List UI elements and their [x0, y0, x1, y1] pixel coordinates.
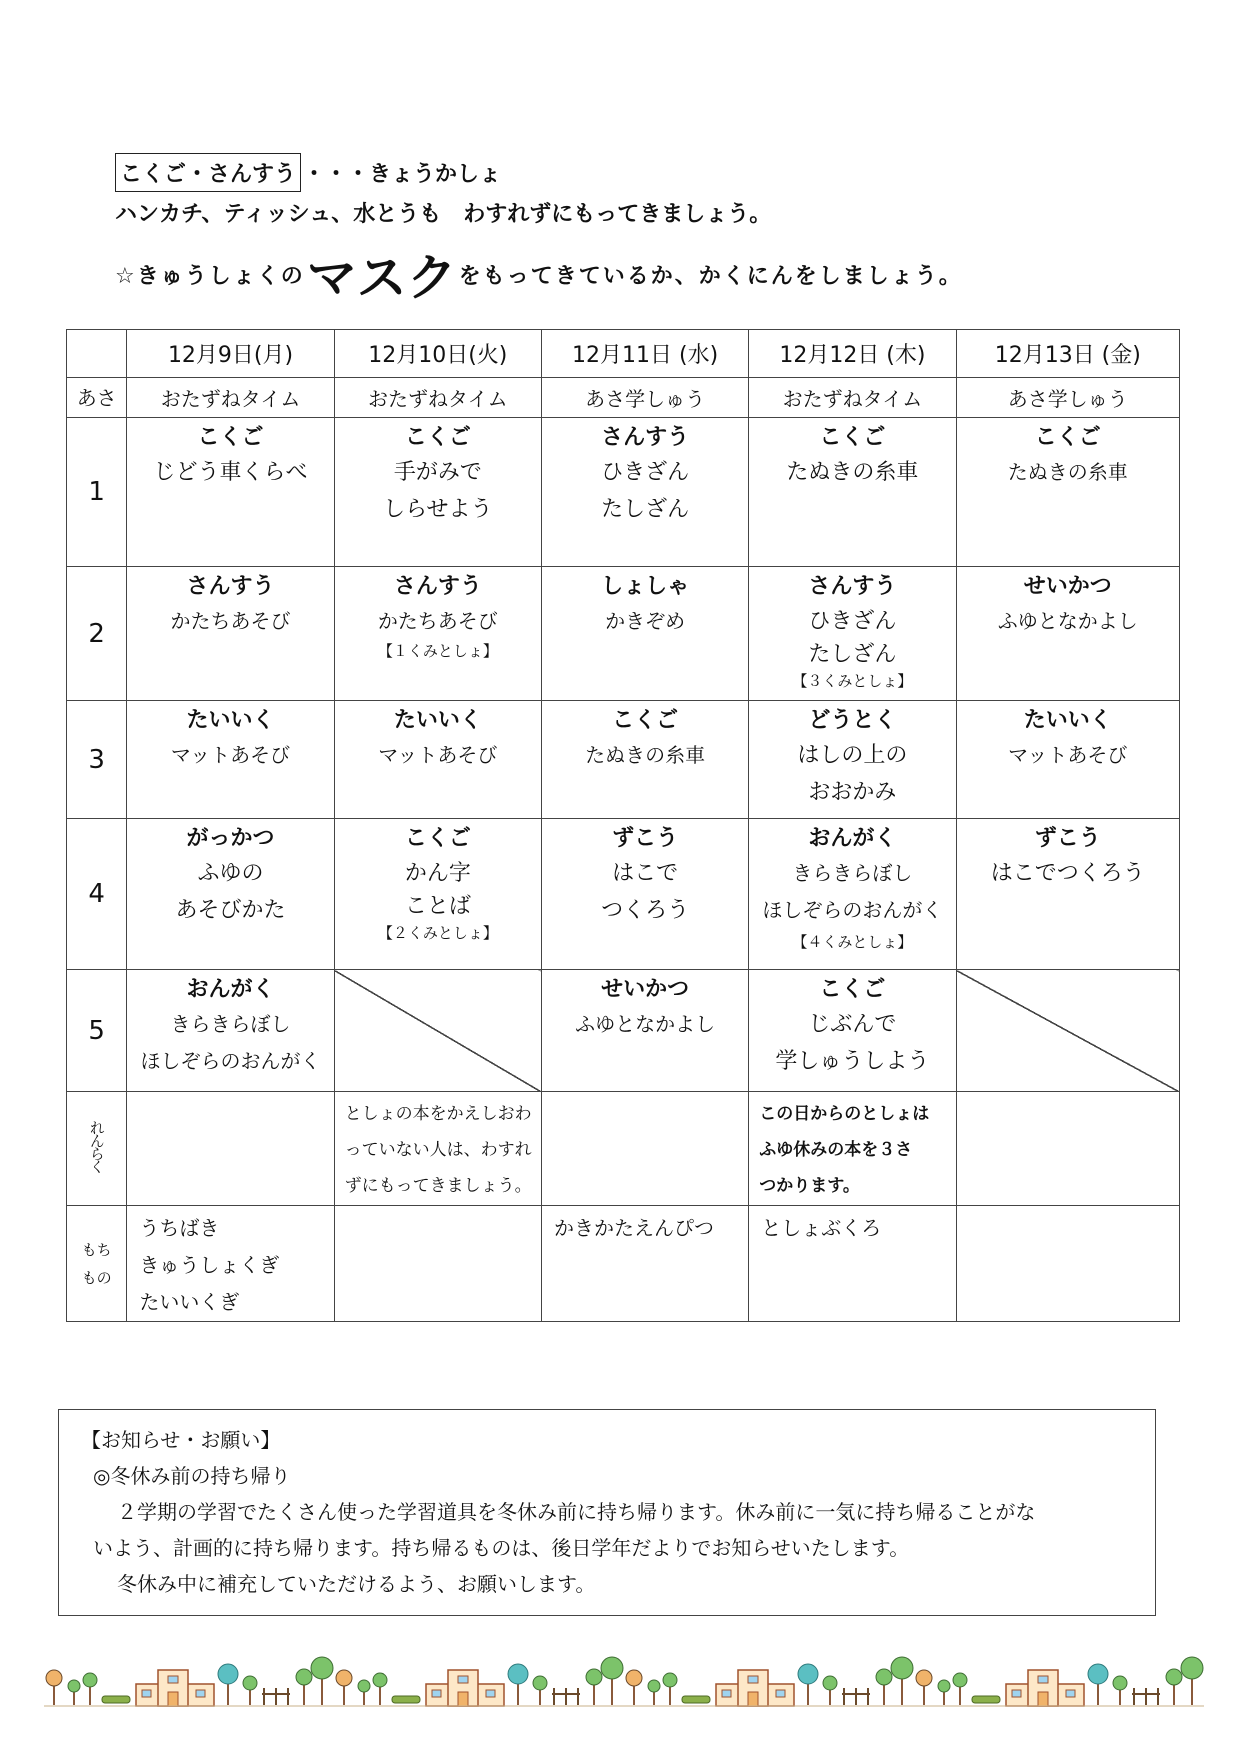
lesson-cell	[541, 819, 748, 970]
period-label: 3	[67, 701, 127, 819]
library-note: 【２くみとしょ】	[377, 924, 498, 942]
day-header: 12月10日(火)	[334, 330, 541, 378]
library-note: 【１くみとしょ】	[377, 642, 498, 660]
subject: たいいく	[393, 708, 482, 733]
no-class-cell	[956, 970, 1179, 1092]
notice-paragraph-cont: いよう、計画的に持ち帰ります。持ち帰るものは、後日学年だよりでお知らせいたします。	[93, 1536, 910, 1560]
belongings-row	[67, 1206, 1180, 1322]
lesson-cell	[541, 970, 748, 1092]
notes-line: ずにもってきましょう。	[344, 1176, 532, 1196]
day-header-row	[67, 330, 1180, 378]
lesson-topic: おおかみ	[808, 780, 897, 805]
lesson-cell	[749, 567, 956, 701]
lesson-topic: ふゆとなかよし	[997, 609, 1138, 633]
lesson-topic: ほしぞらのおんがく	[762, 898, 943, 922]
lesson-topic: きらきらぼし	[792, 861, 913, 885]
lesson-cell	[127, 701, 334, 819]
notice-paragraph: ２学期の学習でたくさん使った学習道具を冬休み前に持ち帰ります。休み前に一気に持ち帰ることがな	[117, 1500, 1036, 1524]
period-label: 5	[67, 970, 127, 1092]
textbook-line	[115, 152, 1155, 192]
lesson-cell	[749, 701, 956, 819]
notes-line: としょの本をかえしおわ	[344, 1104, 532, 1124]
belonging-item: たいいくぎ	[139, 1290, 240, 1314]
lesson-topic: 学しゅうしよう	[775, 1049, 930, 1074]
subject: ずこう	[1034, 826, 1101, 851]
subject: こくご	[404, 826, 471, 851]
lesson-cell	[127, 970, 334, 1092]
subject: せいかつ	[1023, 574, 1112, 599]
subject: おんがく	[808, 826, 897, 851]
lesson-cell	[956, 819, 1179, 970]
morning-label: あさ	[67, 378, 127, 418]
lesson-topic: じぶんで	[808, 1012, 897, 1037]
library-note: 【４くみとしょ】	[792, 933, 913, 951]
library-note: 【３くみとしょ】	[792, 672, 913, 690]
notes-cell	[334, 1092, 541, 1206]
lesson-cell	[334, 819, 541, 970]
lesson-topic: じどう車くらべ	[153, 460, 308, 485]
lesson-cell	[334, 701, 541, 819]
subject: こくご	[404, 425, 471, 450]
lesson-topic: たしざん	[601, 497, 690, 522]
notice-box	[58, 1409, 1156, 1616]
notes-cell	[127, 1092, 334, 1206]
lesson-cell	[541, 567, 748, 701]
notice-heading: 【お知らせ・お願い】	[81, 1428, 281, 1452]
subject: さんすう	[808, 574, 897, 599]
belongings-cell	[541, 1206, 748, 1322]
belonging-item: かきかたえんぴつ	[553, 1216, 714, 1240]
subject: さんすう	[186, 574, 275, 599]
lesson-cell	[334, 567, 541, 701]
weekly-schedule-table	[66, 329, 1180, 1322]
notes-label-text: れんらく	[87, 1119, 106, 1172]
textbook-text: ・・・きょうかしょ	[303, 161, 502, 187]
subject: せいかつ	[601, 977, 690, 1002]
lesson-cell	[956, 567, 1179, 701]
belonging-item: きゅうしょくぎ	[139, 1253, 280, 1277]
lesson-cell	[334, 418, 541, 567]
day-header: 12月13日 (金)	[956, 330, 1179, 378]
period-row-2	[67, 567, 1180, 701]
lesson-topic: かきぞめ	[605, 609, 686, 633]
subject: おんがく	[186, 977, 275, 1002]
lesson-topic: マットあそび	[1008, 743, 1128, 767]
lesson-topic: はこで	[612, 861, 679, 886]
subject: こくご	[197, 425, 264, 450]
lesson-topic: はこでつくろう	[990, 861, 1145, 886]
belongings-label	[67, 1206, 127, 1322]
lesson-topic: 手がみで	[393, 460, 482, 485]
belongings-line: ハンカチ、ティッシュ、水とうも わすれずにもってきましょう。	[115, 201, 772, 227]
lesson-cell	[749, 970, 956, 1092]
lesson-cell	[749, 819, 956, 970]
belongings-cell	[127, 1206, 334, 1322]
period-label: 4	[67, 819, 127, 970]
subject: さんすう	[393, 574, 482, 599]
subject: どうとく	[808, 708, 897, 733]
lesson-cell	[749, 418, 956, 567]
lesson-topic: ひきざん	[808, 609, 897, 634]
notes-line: っていない人は、わすれ	[344, 1140, 532, 1160]
morning-activity: おたずねタイム	[127, 378, 334, 418]
subjects-box: こくご・さんすう	[115, 153, 301, 192]
lesson-topic: かん字	[404, 861, 471, 886]
lesson-topic: たぬきの糸車	[585, 743, 706, 767]
notes-cell	[541, 1092, 748, 1206]
decorative-border-illustration	[44, 1650, 1204, 1720]
lesson-topic: たぬきの糸車	[786, 460, 919, 485]
notes-row	[67, 1092, 1180, 1206]
mask-line-after: をもってきているか、かくにんをしましょう。	[458, 263, 963, 289]
belongings-label-line: もの	[81, 1268, 112, 1287]
lesson-cell	[127, 819, 334, 970]
notes-line: つかります。	[759, 1176, 860, 1196]
lesson-topic: つくろう	[601, 898, 690, 923]
intro-block	[115, 152, 1155, 307]
lesson-cell	[956, 418, 1179, 567]
subject: こくご	[819, 977, 886, 1002]
belongings-cell	[334, 1206, 541, 1322]
lesson-topic: マットあそび	[170, 743, 291, 767]
subject: がっかつ	[186, 826, 275, 851]
notes-line: ふゆ休みの本を３さ	[759, 1140, 913, 1160]
lesson-cell	[127, 418, 334, 567]
lesson-topic: マットあそび	[378, 743, 498, 767]
belonging-item: としょぶくろ	[761, 1216, 882, 1240]
lesson-topic: きらきらぼし	[170, 1012, 291, 1036]
trees-and-school-illustration	[44, 1657, 339, 1706]
morning-row	[67, 378, 1180, 418]
lesson-topic: ほしぞらのおんがく	[140, 1049, 321, 1073]
belongings-cell	[956, 1206, 1179, 1322]
subject: しょしゃ	[601, 574, 690, 599]
lesson-topic: ことば	[404, 894, 471, 919]
lesson-cell	[127, 567, 334, 701]
subject: こくご	[1034, 425, 1101, 450]
lesson-topic: ひきざん	[601, 460, 690, 485]
subject: たいいく	[1023, 708, 1112, 733]
lesson-topic: ふゆの	[197, 861, 264, 886]
belongings-cell	[749, 1206, 956, 1322]
period-label: 2	[67, 567, 127, 701]
notes-cell	[749, 1092, 956, 1206]
no-class-cell	[334, 970, 541, 1092]
period-row-5	[67, 970, 1180, 1092]
notice-paragraph: 冬休み中に補充していただけるよう、お願いします。	[117, 1572, 596, 1596]
morning-activity: おたずねタイム	[749, 378, 956, 418]
notice-subheading: ◎冬休み前の持ち帰り	[93, 1464, 291, 1488]
belonging-item: うちばき	[139, 1216, 220, 1240]
corner-cell	[67, 330, 127, 378]
period-label: 1	[67, 418, 127, 567]
lesson-topic: はしの上の	[797, 743, 908, 768]
lesson-cell	[541, 701, 748, 819]
lesson-topic: かたちあそび	[170, 609, 291, 633]
period-row-3	[67, 701, 1180, 819]
notes-line: この日からのとしょは	[759, 1104, 930, 1124]
lesson-topic: あそびかた	[175, 898, 286, 923]
mask-line-before: ☆きゅうしょくの	[115, 263, 305, 289]
period-row-1	[67, 418, 1180, 567]
day-header: 12月11日 (水)	[541, 330, 748, 378]
lesson-cell	[541, 418, 748, 567]
notes-label	[67, 1092, 127, 1206]
morning-activity: あさ学しゅう	[541, 378, 748, 418]
subject: たいいく	[186, 708, 275, 733]
day-header: 12月12日 (木)	[749, 330, 956, 378]
lesson-topic: ふゆとなかよし	[575, 1012, 716, 1036]
day-header: 12月9日(月)	[127, 330, 334, 378]
morning-activity: あさ学しゅう	[956, 378, 1179, 418]
subject: ずこう	[612, 826, 679, 851]
notes-cell	[956, 1092, 1179, 1206]
subject: こくご	[612, 708, 679, 733]
lesson-topic: かたちあそび	[377, 609, 498, 633]
subject: こくご	[819, 425, 886, 450]
mask-line	[115, 244, 1155, 307]
period-row-4	[67, 819, 1180, 970]
lesson-topic: たしざん	[808, 642, 897, 667]
belongings-label-line: もち	[81, 1240, 112, 1259]
mask-word: マスク	[306, 249, 457, 307]
lesson-topic: しらせよう	[383, 497, 493, 522]
lesson-cell	[956, 701, 1179, 819]
subject: さんすう	[601, 425, 690, 450]
morning-activity: おたずねタイム	[334, 378, 541, 418]
lesson-topic: たぬきの糸車	[1007, 460, 1128, 484]
